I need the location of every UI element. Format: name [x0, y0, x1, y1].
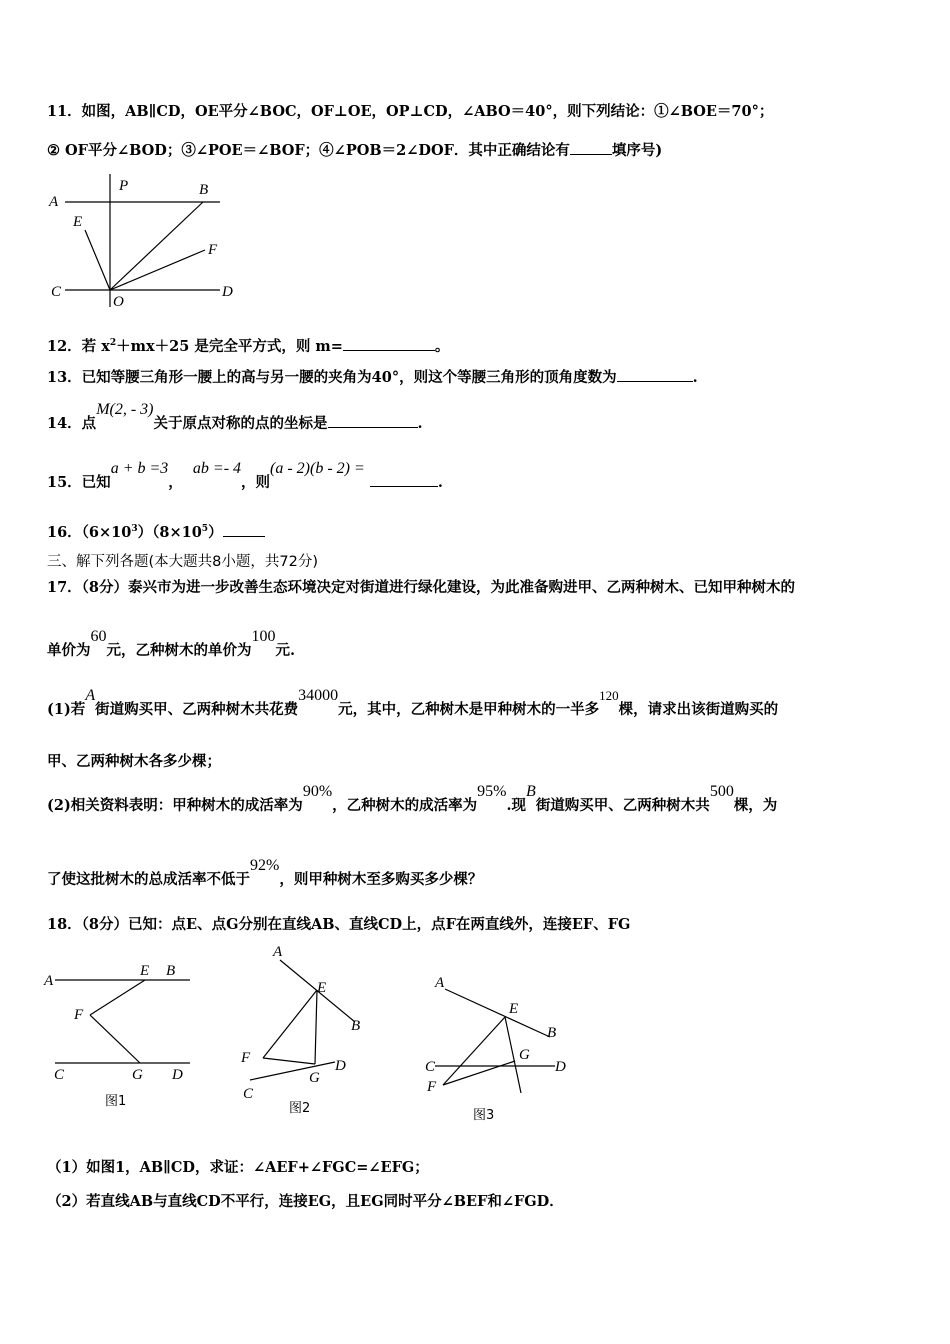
svg-text:D: D [222, 284, 233, 300]
svg-text:G: G [519, 1047, 530, 1063]
q11-line2: ② OF平分∠BOD；③∠POE＝∠BOF；④∠POB＝2∠DOF．其中正确结论有 填序号) [47, 142, 663, 159]
svg-text:G: G [309, 1070, 320, 1086]
svg-text:A: A [435, 975, 445, 991]
q18-figure-3 [415, 945, 575, 1130]
q11-figure [45, 172, 245, 312]
q18-line1: 18．（8分）已知：点E、点G分别在直线AB、直线CD上，点F在两直线外，连接EF、FG [47, 916, 631, 933]
q18-sub2: （2）若直线AB与直线CD不平行，连接EG，且EG同时平分∠BEF和∠FGD． [47, 1193, 564, 1210]
svg-text:C: C [243, 1086, 254, 1102]
svg-text:C: C [51, 284, 62, 300]
q14-line: 14．点M(2, - 3)关于原点对称的点的坐标是 . [47, 401, 423, 432]
q16-line: 16．$(6\times 10^3)(8\times 10^5)$ [47, 519, 910, 543]
q18-sub1: （1）如图1，AB∥CD，求证：∠AEF+∠FGC=∠EFG； [47, 1159, 429, 1176]
svg-text:E: E [317, 980, 327, 996]
q17-line1: 17．（8分）泰兴市为进一步改善生态环境决定对街道进行绿化建设，为此准备购进甲、乙两种树木、已知甲种树木的 [47, 579, 796, 596]
svg-text:O: O [113, 294, 124, 310]
svg-text:图2: 图2 [289, 1101, 311, 1116]
q17-line2: 单价为60元，乙种树木的单价为100元. [47, 628, 296, 659]
svg-text:F: F [74, 1007, 84, 1023]
svg-text:B: B [547, 1025, 557, 1041]
svg-text:C: C [54, 1067, 65, 1083]
svg-text:A: A [49, 194, 59, 210]
q18-figure-1 [40, 955, 200, 1115]
svg-text:图3: 图3 [473, 1108, 495, 1123]
svg-text:B: B [166, 963, 176, 979]
svg-text:A: A [273, 944, 283, 960]
q17-line4: 甲、乙两种树木各多少棵； [47, 753, 221, 770]
svg-text:E: E [509, 1001, 519, 1017]
svg-text:F: F [427, 1079, 437, 1095]
svg-text:F: F [241, 1050, 251, 1066]
svg-text:B: B [199, 182, 209, 198]
svg-text:G: G [132, 1067, 143, 1083]
q18-figure-2 [235, 940, 375, 1120]
svg-text:B: B [351, 1018, 361, 1034]
svg-text:E: E [73, 214, 83, 230]
q12-line: 12．若 $x^2+mx+25$ 是完全平方式，则 m= 。 [47, 337, 450, 355]
q17-line5: (2)相关资料表明：甲种树木的成活率为90%，乙种树木的成活率为95%.现B街道购买甲、乙两种树木共500棵，为 [47, 783, 778, 814]
q17-line3: (1)若A街道购买甲、乙两种树木共花费34000元，其中，乙种树木是甲种树木的一半多120棵，请求出该街道购买的 [47, 687, 779, 718]
svg-text:D: D [172, 1067, 183, 1083]
svg-text:C: C [425, 1059, 436, 1075]
svg-text:A: A [44, 973, 54, 989]
svg-text:F: F [208, 242, 218, 258]
svg-text:D: D [335, 1058, 346, 1074]
svg-text:D: D [555, 1059, 566, 1075]
q11-line1: 11．如图，AB∥CD，OE平分∠BOC，OF⊥OE，OP⊥CD，∠ABO＝40°，则下列结论：①∠BOE＝70°； [47, 103, 774, 120]
q17-line6: 了使这批树木的总成活率不低于92%，则甲种树木至多购买多少棵？ [47, 857, 483, 888]
q15-line: 15．已知a + b =3， ab =- 4，则(a - 2)(b - 2) = . [47, 460, 443, 491]
svg-text:E: E [140, 963, 150, 979]
section-heading: 三、解下列各题(本大题共8小题，共72分) [47, 554, 318, 570]
q13-line: 13．已知等腰三角形一腰上的高与另一腰的夹角为40°，则这个等腰三角形的顶角度数为 . [47, 369, 698, 386]
svg-text:图1: 图1 [105, 1094, 127, 1109]
svg-text:P: P [119, 178, 129, 194]
